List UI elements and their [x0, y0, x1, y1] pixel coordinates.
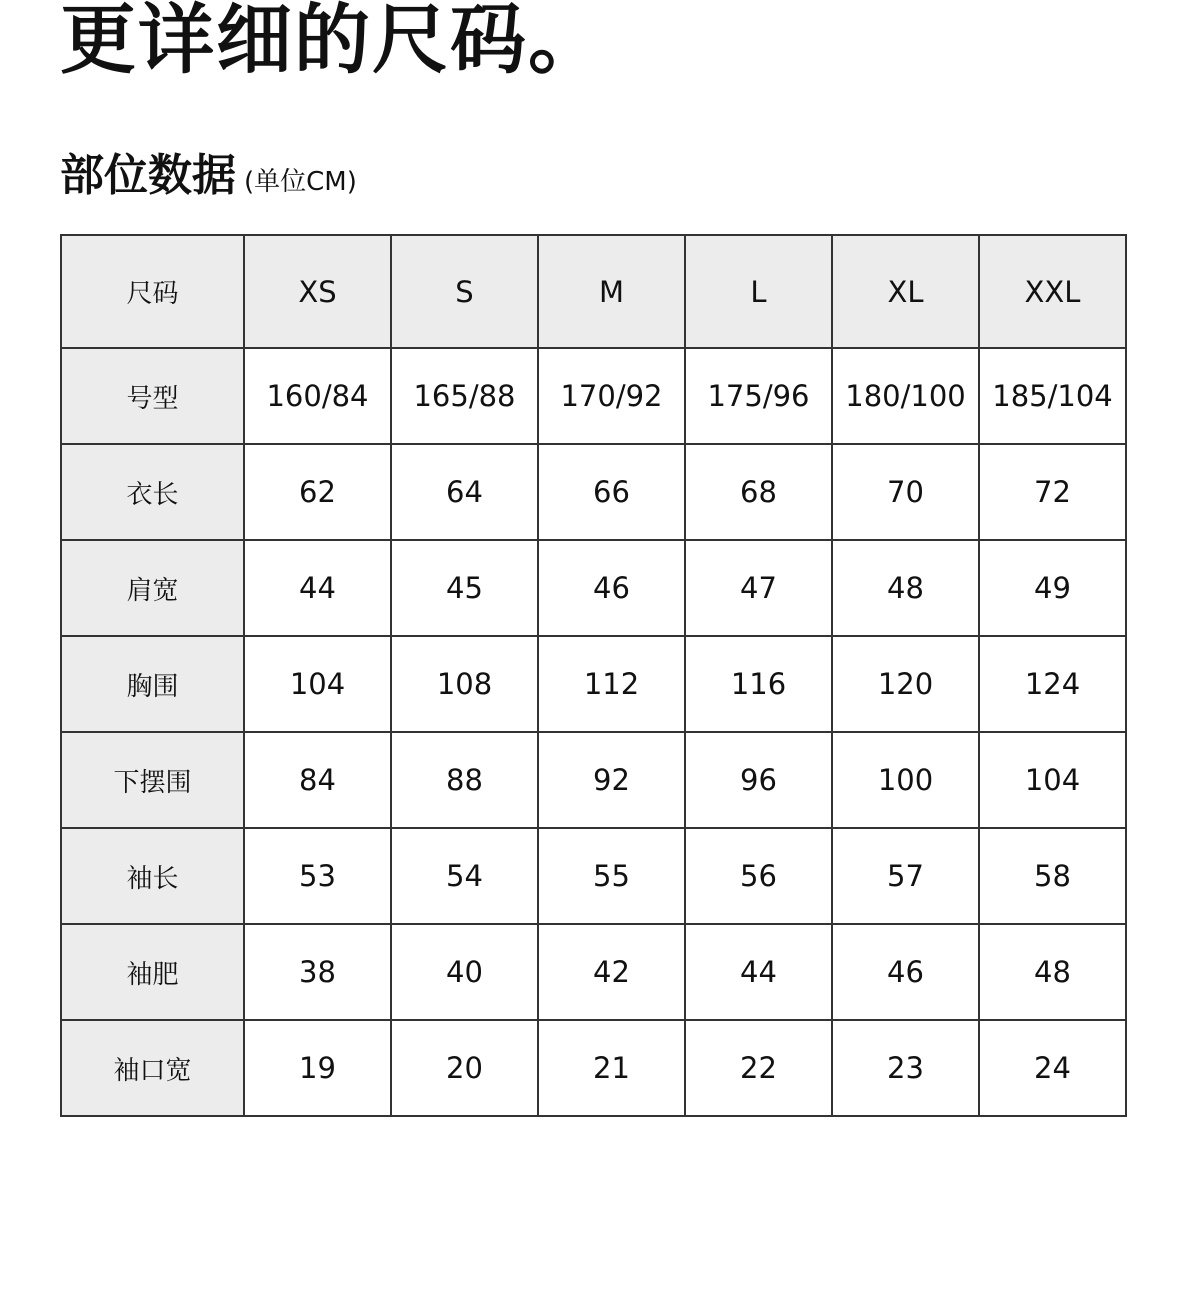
size-header-cell: XL: [832, 235, 979, 348]
row-label-cell: 胸围: [61, 636, 244, 732]
table-cell: 165/88: [391, 348, 538, 444]
table-cell: 56: [685, 828, 832, 924]
table-cell: 66: [538, 444, 685, 540]
row-label-cell: 衣长: [61, 444, 244, 540]
table-row: [61, 348, 1126, 444]
table-cell: 40: [391, 924, 538, 1020]
table-cell: 108: [391, 636, 538, 732]
table-row: [61, 636, 1126, 732]
table-cell: 42: [538, 924, 685, 1020]
table-cell: 53: [244, 828, 391, 924]
header-label-cell: 尺码: [61, 235, 244, 348]
table-cell: 70: [832, 444, 979, 540]
table-cell: 45: [391, 540, 538, 636]
section-title-text: 部位数据: [60, 150, 236, 201]
table-cell: 48: [979, 924, 1126, 1020]
table-cell: 112: [538, 636, 685, 732]
table-cell: 116: [685, 636, 832, 732]
table-header-row: [61, 235, 1126, 348]
table-cell: 38: [244, 924, 391, 1020]
table-cell: 46: [832, 924, 979, 1020]
table-cell: 54: [391, 828, 538, 924]
row-label-cell: 袖肥: [61, 924, 244, 1020]
table-cell: 64: [391, 444, 538, 540]
size-header-cell: S: [391, 235, 538, 348]
size-header-cell: XXL: [979, 235, 1126, 348]
table-cell: 20: [391, 1020, 538, 1116]
table-cell: 46: [538, 540, 685, 636]
table-cell: 49: [979, 540, 1126, 636]
section-title: [60, 146, 357, 212]
table-cell: 104: [244, 636, 391, 732]
table-cell: 92: [538, 732, 685, 828]
size-header-cell: L: [685, 235, 832, 348]
table-cell: 23: [832, 1020, 979, 1116]
table-cell: 68: [685, 444, 832, 540]
table-cell: 55: [538, 828, 685, 924]
table-row: [61, 1020, 1126, 1116]
table-cell: 124: [979, 636, 1126, 732]
table-cell: 185/104: [979, 348, 1126, 444]
table-cell: 100: [832, 732, 979, 828]
table-row: [61, 540, 1126, 636]
table-cell: 96: [685, 732, 832, 828]
table-cell: 62: [244, 444, 391, 540]
table-cell: 44: [244, 540, 391, 636]
row-label-cell: 号型: [61, 348, 244, 444]
size-header-cell: XS: [244, 235, 391, 348]
table-row: [61, 732, 1126, 828]
table-cell: 19: [244, 1020, 391, 1116]
table-cell: 120: [832, 636, 979, 732]
row-label-cell: 袖口宽: [61, 1020, 244, 1116]
table-cell: 175/96: [685, 348, 832, 444]
row-label-cell: 下摆围: [61, 732, 244, 828]
size-table: [60, 234, 1127, 1117]
table-cell: 104: [979, 732, 1126, 828]
table-cell: 88: [391, 732, 538, 828]
table-cell: 84: [244, 732, 391, 828]
table-cell: 57: [832, 828, 979, 924]
table-row: [61, 444, 1126, 540]
table-row: [61, 828, 1126, 924]
table-cell: 48: [832, 540, 979, 636]
table-cell: 72: [979, 444, 1126, 540]
table-row: [61, 924, 1126, 1020]
row-label-cell: 肩宽: [61, 540, 244, 636]
table-cell: 180/100: [832, 348, 979, 444]
table-cell: 24: [979, 1020, 1126, 1116]
table-cell: 47: [685, 540, 832, 636]
table-cell: 170/92: [538, 348, 685, 444]
size-header-cell: M: [538, 235, 685, 348]
table-cell: 44: [685, 924, 832, 1020]
table-cell: 21: [538, 1020, 685, 1116]
table-cell: 22: [685, 1020, 832, 1116]
row-label-cell: 袖长: [61, 828, 244, 924]
unit-note: (单位CM): [244, 167, 357, 197]
table-cell: 58: [979, 828, 1126, 924]
page-title: 更详细的尺码。: [60, 0, 606, 84]
table-cell: 160/84: [244, 348, 391, 444]
